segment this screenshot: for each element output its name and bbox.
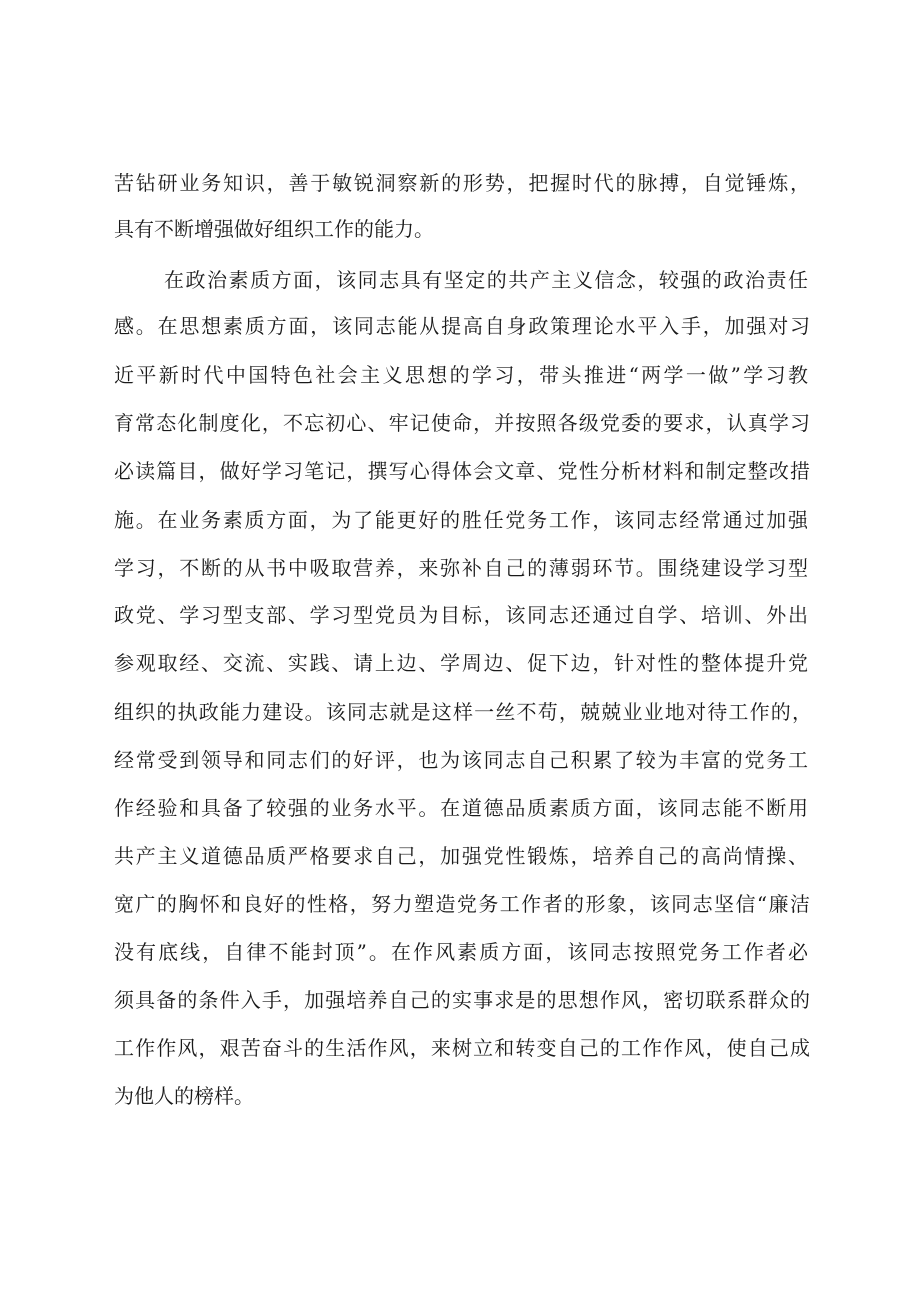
text-line-18: 须具备的条件入手，加强培养自己的实事求是的思想作风，密切联系群众的 xyxy=(114,988,810,1012)
text-line-12: 组织的执政能力建设。该同志就是这样一丝不苟，兢兢业业地对待工作的， xyxy=(114,700,812,724)
text-line-13: 经常受到领导和同志们的好评，也为该同志自己积累了较为丰富的党务工 xyxy=(114,748,808,772)
text-line-19: 工作作风，艰苦奋斗的生活作风，来树立和转变自己的工作作风，使自己成 xyxy=(114,1036,810,1060)
text-line-17: 没有底线，自律不能封顶”。在作风素质方面，该同志按照党务工作者必 xyxy=(114,940,808,964)
text-line-14: 作经验和具备了较强的业务水平。在道德品质素质方面，该同志能不断用 xyxy=(114,796,808,820)
text-line-5: 近平新时代中国特色社会主义思想的学习，带头推进“两学一做”学习教 xyxy=(114,363,808,387)
text-line-1: 苦钻研业务知识，善于敏锐洞察新的形势，把握时代的脉搏，自觉锤炼， xyxy=(114,171,810,195)
text-line-6: 育常态化制度化，不忘初心、牢记使命，并按照各级党委的要求，认真学习 xyxy=(114,411,810,435)
text-line-4: 感。在思想素质方面，该同志能从提高自身政策理论水平入手，加强对习 xyxy=(114,314,810,338)
text-line-9: 学习，不断的从书中吸取营养，来弥补自己的薄弱环节。围绕建设学习型 xyxy=(114,556,808,580)
text-line-10: 政党、学习型支部、学习型党员为目标，该同志还通过自学、培训、外出 xyxy=(114,603,808,627)
text-line-2: 具有不断增强做好组织工作的能力。 xyxy=(114,217,434,241)
text-line-3: 在政治素质方面，该同志具有坚定的共产主义信念，较强的政治责任 xyxy=(164,268,808,292)
text-line-8: 施。在业务素质方面，为了能更好的胜任党务工作，该同志经常通过加强 xyxy=(114,508,808,532)
text-line-7: 必读篇目，做好学习笔记，撰写心得体会文章、党性分析材料和制定整改措 xyxy=(114,459,810,483)
text-line-11: 参观取经、交流、实践、请上边、学周边、促下边，针对性的整体提升党 xyxy=(114,651,808,675)
text-line-20: 为他人的榜样。 xyxy=(114,1084,254,1108)
text-line-15: 共产主义道德品质严格要求自己，加强党性锻炼，培养自己的高尚情操、 xyxy=(114,844,808,868)
text-line-16: 宽广的胸怀和良好的性格，努力塑造党务工作者的形象，该同志坚信“廉洁 xyxy=(114,892,810,916)
